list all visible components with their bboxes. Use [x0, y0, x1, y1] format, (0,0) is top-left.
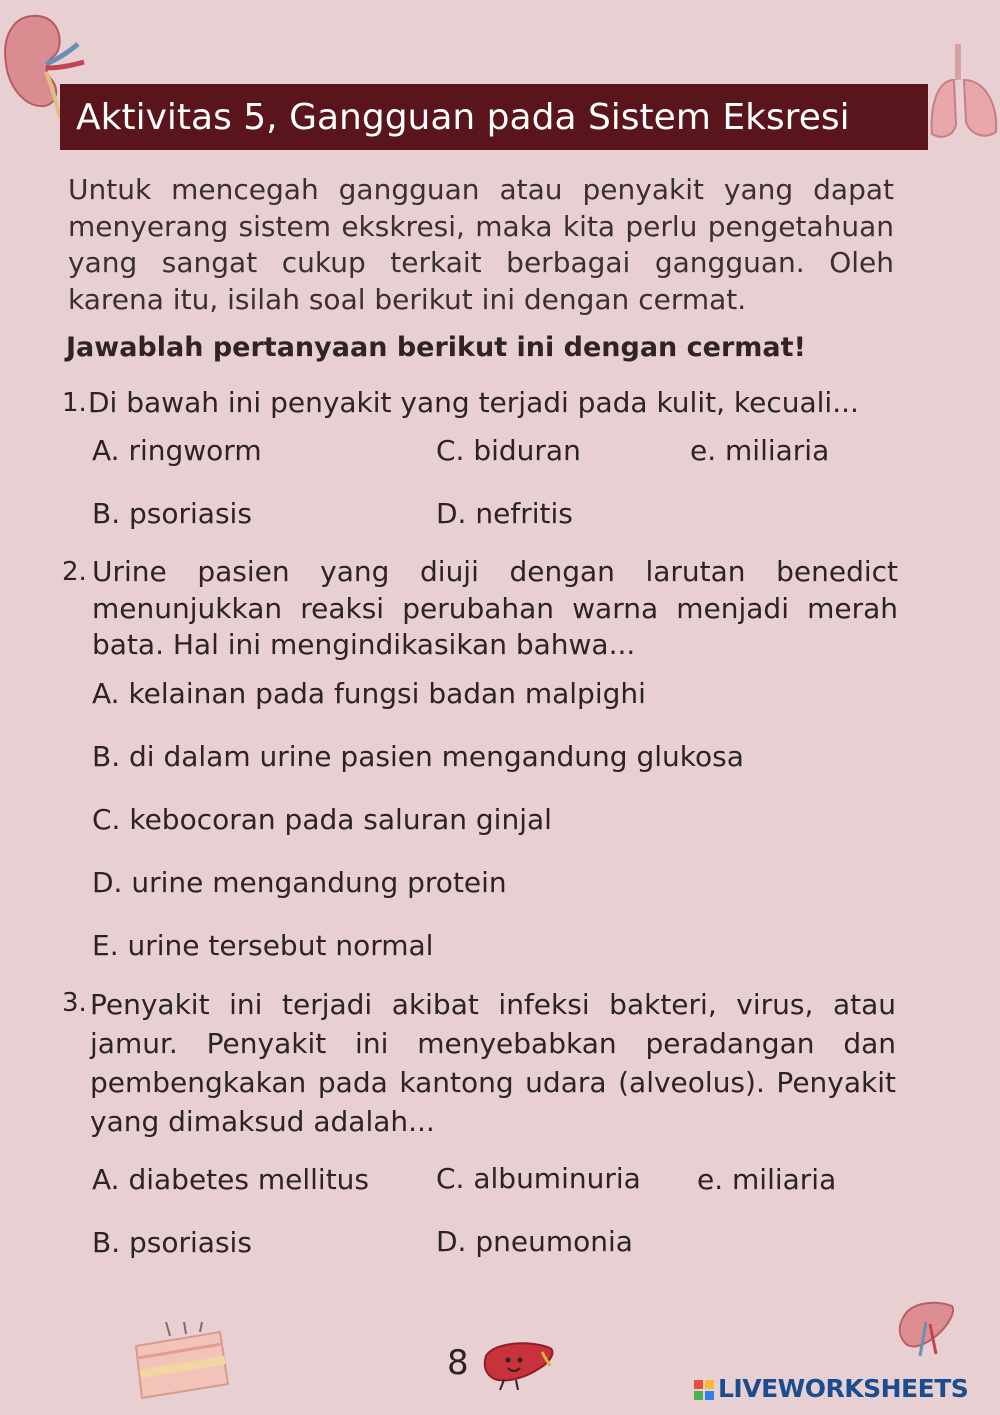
- brand-name[interactable]: LIVEWORKSHEETS: [718, 1374, 969, 1403]
- answer-option[interactable]: D. nefritis: [436, 497, 573, 530]
- answer-option[interactable]: B. psoriasis: [92, 497, 252, 530]
- page-number: 8: [447, 1343, 469, 1383]
- question-number: 2.: [62, 557, 87, 587]
- answer-option[interactable]: C. biduran: [436, 434, 581, 467]
- answer-option[interactable]: C. kebocoran pada saluran ginjal: [92, 803, 552, 836]
- answer-option[interactable]: A. ringworm: [92, 434, 262, 467]
- answer-option[interactable]: E. urine tersebut normal: [92, 929, 434, 962]
- answer-option[interactable]: B. psoriasis: [92, 1226, 252, 1259]
- organ-illustration: [896, 1296, 958, 1358]
- liver-mascot-icon: [480, 1338, 556, 1390]
- intro-paragraph: Untuk mencegah gangguan atau penyakit yang dapat menyerang sistem ekskresi, maka kita perlu pengetahuan yang sangat cukup terkait berbagai gangguan. Oleh karena itu, isilah soal berikut ini dengan cermat.: [68, 173, 894, 316]
- instruction-text: Jawablah pertanyaan berikut ini dengan cermat!: [66, 332, 806, 363]
- answer-option[interactable]: D. pneumonia: [436, 1225, 633, 1258]
- lungs-illustration: [928, 40, 1000, 144]
- answer-option[interactable]: B. di dalam urine pasien mengandung glukosa: [92, 740, 744, 773]
- answer-option[interactable]: A. diabetes mellitus: [92, 1163, 370, 1196]
- question-text: Urine pasien yang diuji dengan larutan benedict menunjukkan reaksi perubahan warna menjadi merah bata. Hal ini mengindikasikan bahwa...: [92, 555, 898, 661]
- liveworksheets-logo-icon: [694, 1380, 714, 1404]
- question-text: Penyakit ini terjadi akibat infeksi bakteri, virus, atau jamur. Penyakit ini menyebabkan peradangan dan pembengkakan pada kantong udara (alveolus). Penyakit yang dimaksud adalah...: [90, 988, 896, 1138]
- answer-option[interactable]: e. miliaria: [697, 1163, 837, 1196]
- skin-illustration: [130, 1322, 234, 1402]
- answer-option[interactable]: e. miliaria: [690, 434, 830, 467]
- answer-option[interactable]: D. urine mengandung protein: [92, 866, 507, 899]
- question-number: 1.: [62, 388, 87, 418]
- answer-option[interactable]: C. albuminuria: [436, 1162, 641, 1195]
- page-title: Aktivitas 5, Gangguan pada Sistem Eksresi: [76, 97, 850, 138]
- question-number: 3.: [62, 988, 87, 1018]
- question-text: Di bawah ini penyakit yang terjadi pada kulit, kecuali...: [88, 386, 859, 419]
- answer-option[interactable]: A. kelainan pada fungsi badan malpighi: [92, 677, 646, 710]
